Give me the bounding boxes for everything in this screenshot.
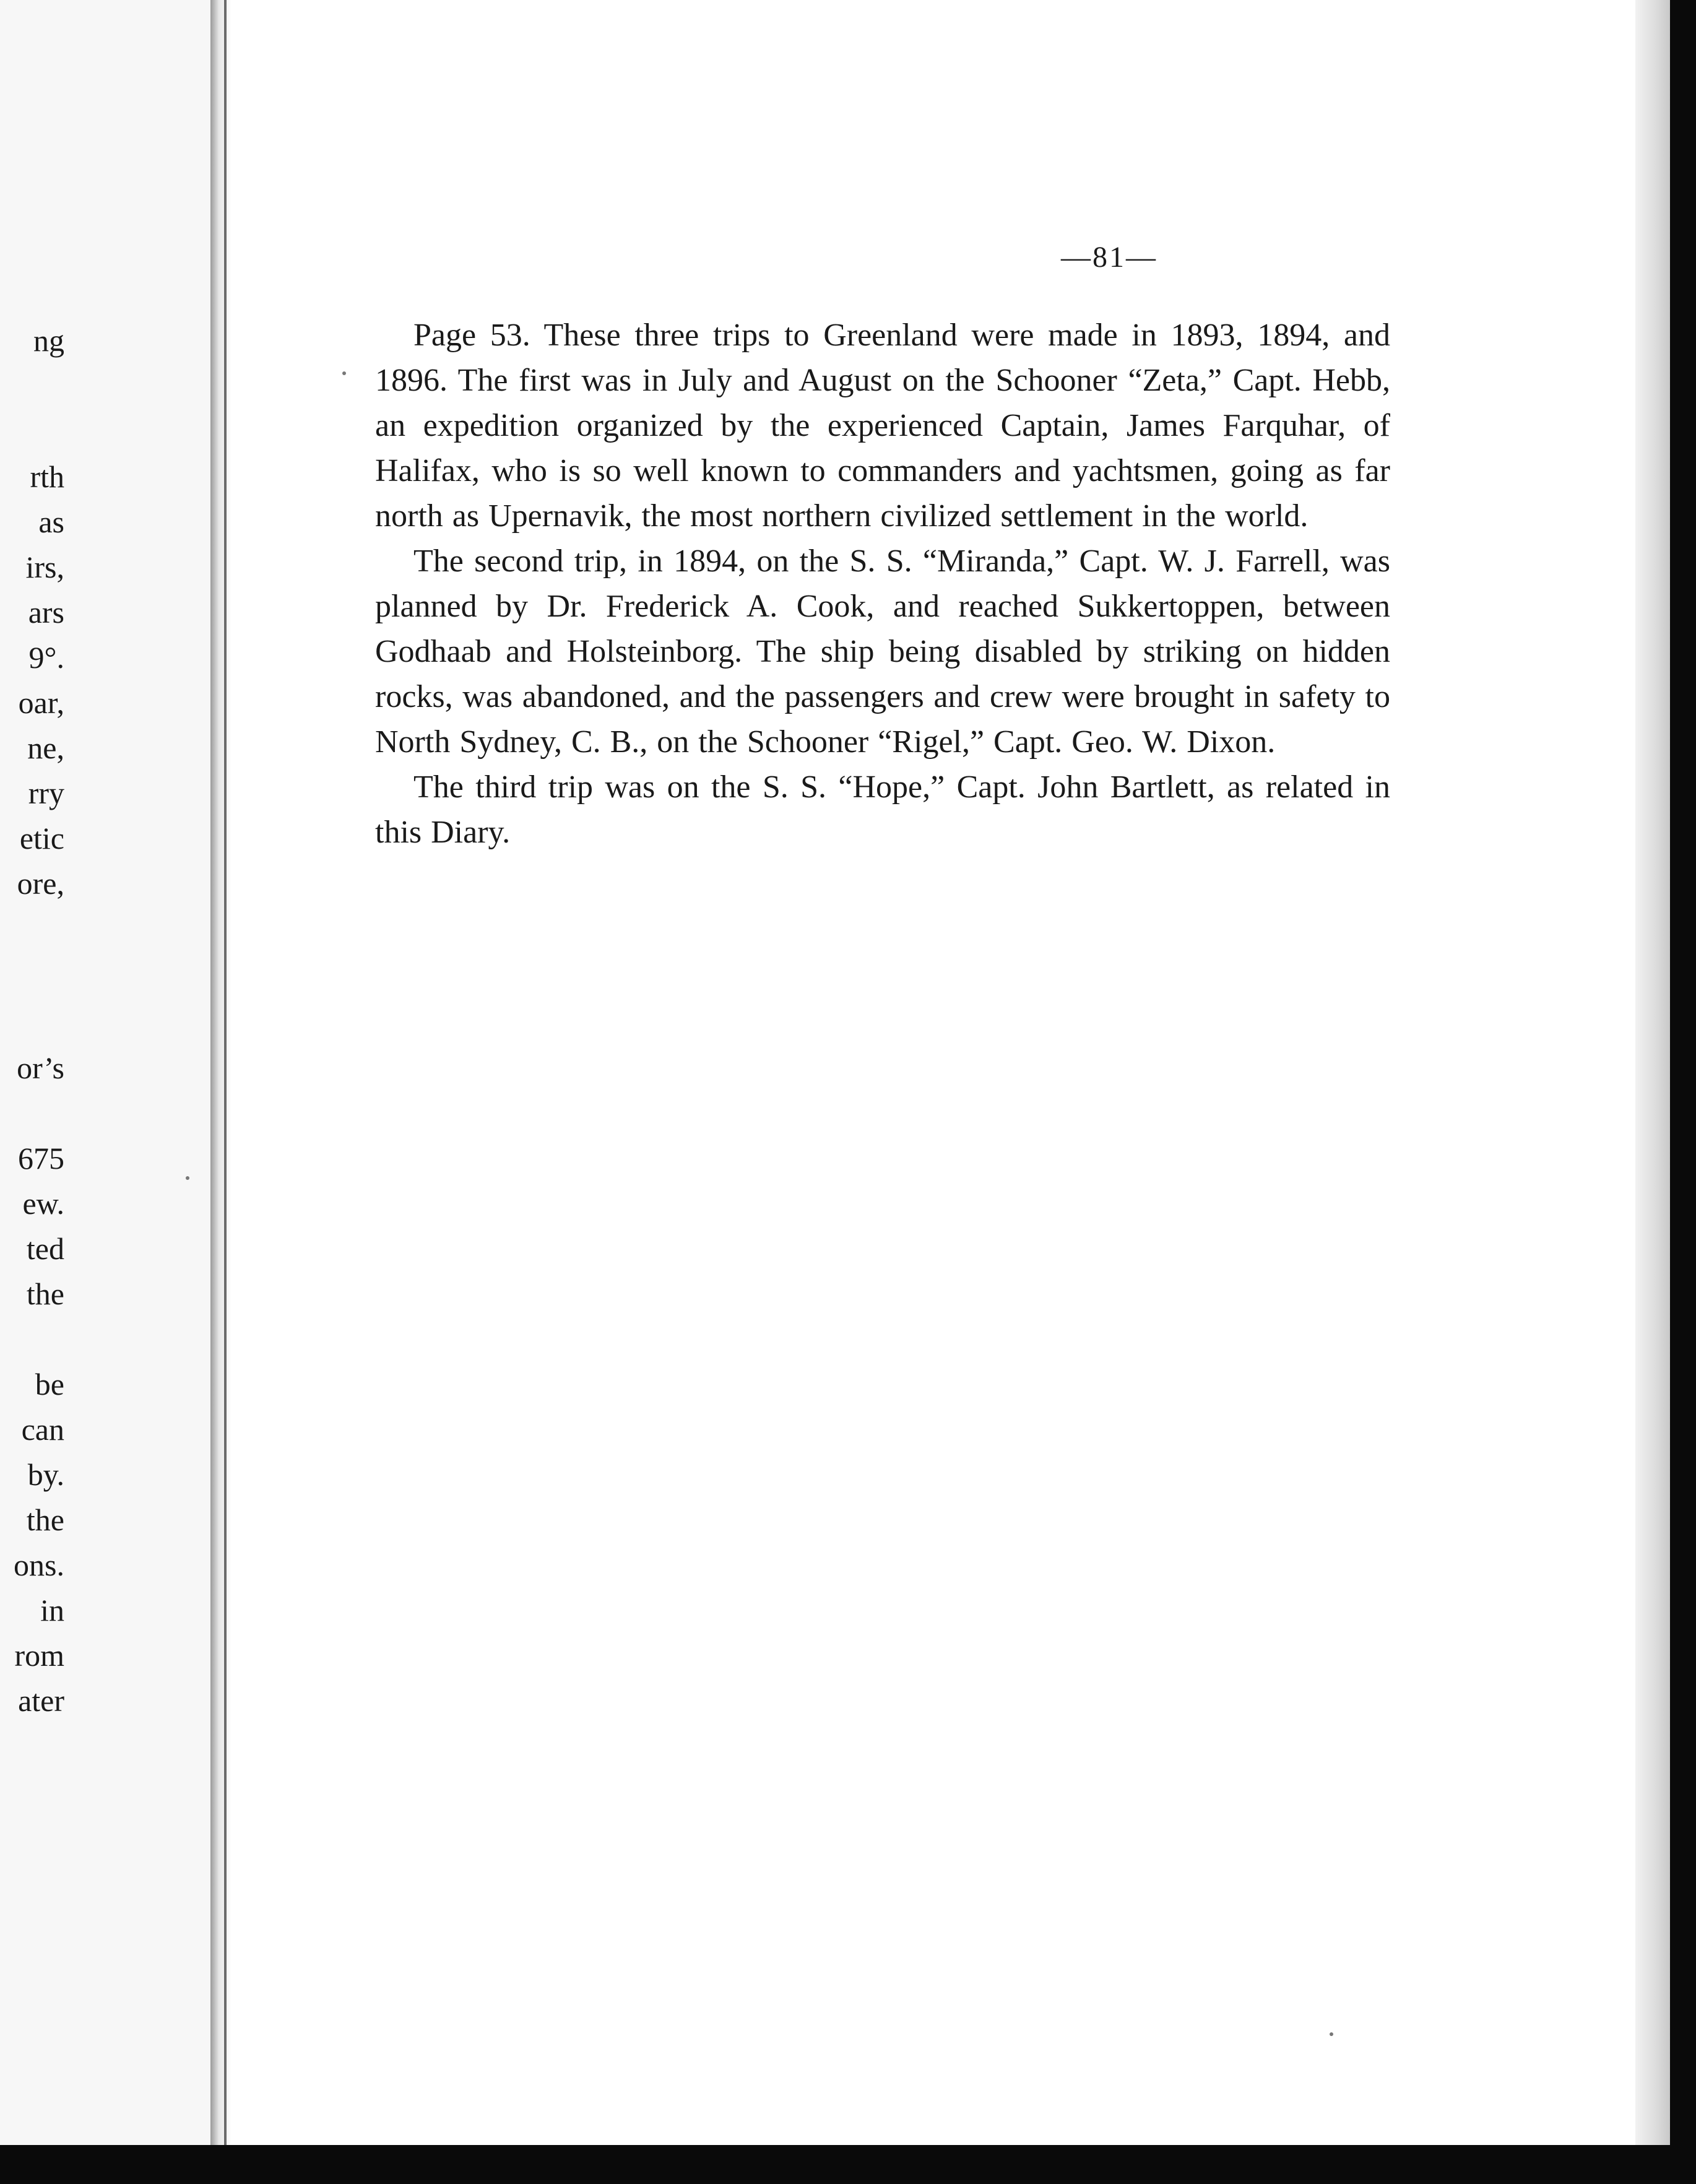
left-fragment: ater	[18, 1683, 64, 1718]
left-fragment: ne,	[27, 730, 64, 765]
scan-speck	[342, 371, 346, 375]
left-fragment: ore,	[17, 866, 64, 901]
paragraph-second-trip: The second trip, in 1894, on the S. S. “Miranda,” Capt. W. J. Farrell, was planned by Dr. Frederick A. Cook, and reached Sukkertoppen, between Godhaab and Holsteinborg. The ship being disabled by striking on hidden rocks, was abandoned, and the passengers and crew were brought in safety to North Sydney, C. B., on the Schooner “Rigel,” Capt. Geo. W. Dixon.	[375, 544, 1390, 760]
left-fragment: ted	[26, 1231, 64, 1266]
scan-speck	[186, 1176, 189, 1180]
left-fragment: ng	[33, 323, 64, 358]
left-fragment: in	[40, 1593, 64, 1627]
left-fragment: etic	[19, 821, 64, 856]
scan-bottom-border	[0, 2145, 1696, 2184]
left-fragment: rom	[14, 1638, 64, 1673]
scan-speck	[1330, 2032, 1333, 2036]
left-fragment: 9°.	[28, 640, 64, 675]
body-text	[375, 313, 1390, 855]
left-fragment: be	[35, 1367, 64, 1402]
left-fragment: by.	[27, 1457, 64, 1492]
left-fragment: the	[26, 1276, 64, 1311]
left-fragment: ew.	[22, 1186, 64, 1221]
scan-right-border	[1670, 0, 1696, 2184]
paragraph-trips-overview: Page 53. These three trips to Greenland were made in 1893, 1894, and 1896. The first was in July and August on the Schooner “Zeta,” Capt. Hebb, an expedition organized by the experienced Captain, James Farquhar, of Halifax, who is so well known to commanders and yachtsmen, going as far north as Upernavik, the most northern civilized settlement in the world.	[375, 318, 1390, 534]
page-number: —81—	[1061, 241, 1157, 274]
left-fragment: the	[26, 1502, 64, 1537]
gutter-line	[224, 0, 227, 2145]
page-right-edge	[1635, 0, 1670, 2145]
left-fragment: can	[21, 1412, 64, 1447]
left-fragment: or’s	[17, 1051, 64, 1085]
paragraph-third-trip: The third trip was on the S. S. “Hope,” Capt. John Bartlett, as related in this Diary.	[375, 769, 1390, 850]
left-fragment: rth	[30, 459, 64, 494]
left-fragment: rry	[28, 776, 64, 810]
left-facing-page	[0, 0, 210, 2145]
left-page-text-fragments	[0, 0, 64, 2145]
left-fragment: ars	[28, 595, 64, 630]
left-fragment: as	[38, 505, 64, 539]
left-fragment: irs,	[25, 550, 64, 584]
left-fragment: 675	[18, 1141, 64, 1176]
left-fragment: ons.	[14, 1548, 64, 1582]
left-fragment: oar,	[18, 685, 64, 720]
book-gutter	[210, 0, 231, 2145]
